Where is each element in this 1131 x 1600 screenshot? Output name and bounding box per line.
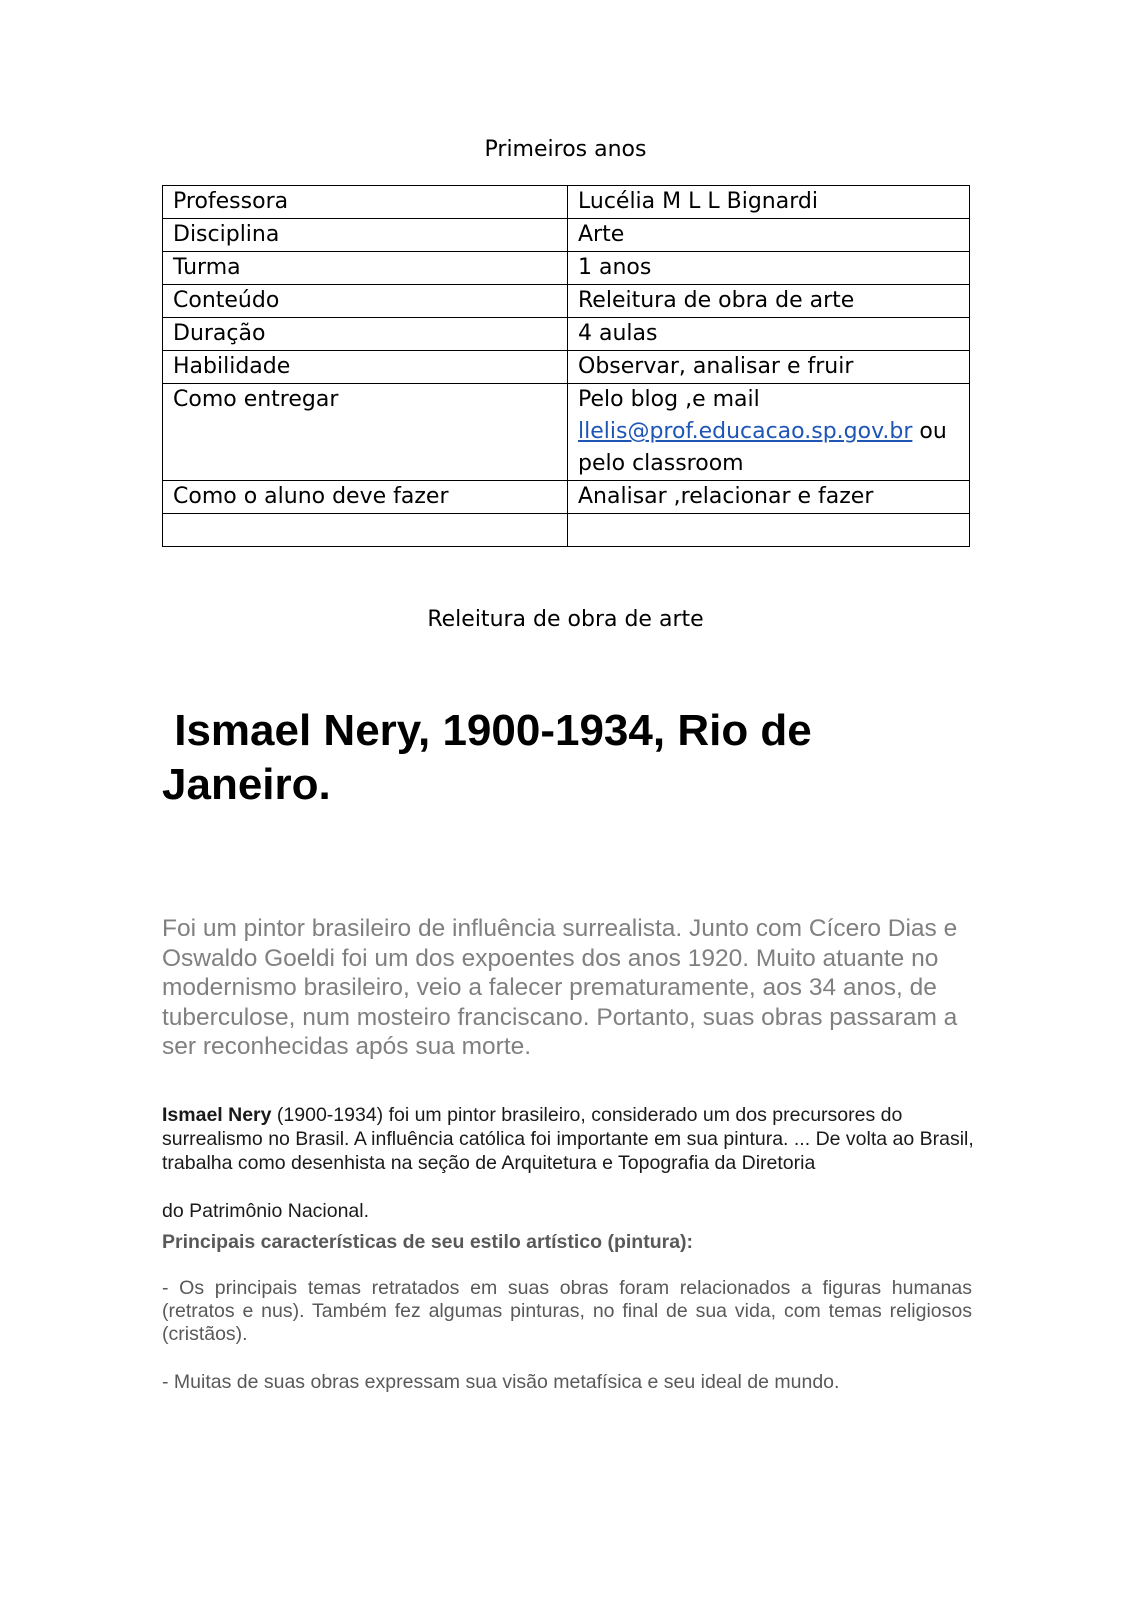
table-row — [163, 186, 970, 219]
info-table — [162, 185, 970, 547]
table-row — [163, 252, 970, 285]
characteristics-title: Principais características de seu estilo artístico (pintura): — [162, 1231, 694, 1253]
row-value: Arte — [568, 219, 970, 252]
row-label: Duração — [163, 318, 568, 351]
bio-text: (1900-1934) foi um pintor brasileiro, considerado um dos precursores do surrealismo no Brasil. A influência católica foi importante em sua pintura. ... De volta ao Brasil, trabalha como desenhista na seção de Arquitetura e Topografia da Diretoria — [162, 1104, 974, 1174]
bio-name: Ismael Nery — [162, 1104, 272, 1126]
section-title: Releitura de obra de arte — [427, 607, 704, 632]
table-row — [163, 481, 970, 514]
row-value: Lucélia M L L Bignardi — [568, 186, 970, 219]
email-suffix: ou — [912, 419, 947, 444]
table-row-empty — [163, 514, 970, 547]
table-row-delivery — [163, 384, 970, 481]
row-label: Disciplina — [163, 219, 568, 252]
delivery-line: pelo classroom — [578, 451, 744, 476]
delivery-email-line — [578, 416, 959, 448]
empty-cell — [163, 514, 568, 547]
row-value: Analisar ,relacionar e fazer — [568, 481, 970, 514]
table-row — [163, 285, 970, 318]
delivery-line: Pelo blog ,e mail — [578, 387, 760, 412]
row-label: Conteúdo — [163, 285, 568, 318]
row-value: Releitura de obra de arte — [568, 285, 970, 318]
row-label: Habilidade — [163, 351, 568, 384]
empty-cell — [568, 514, 970, 547]
table-row — [163, 219, 970, 252]
table-row — [163, 318, 970, 351]
characteristic-item: - Muitas de suas obras expressam sua visão metafísica e seu ideal de mundo. — [162, 1371, 840, 1393]
delivery-value — [568, 384, 970, 481]
artist-heading — [162, 704, 962, 812]
bio-paragraph — [162, 1103, 977, 1175]
heading-line: Ismael Nery, 1900-1934, Rio de — [162, 706, 812, 755]
bio-tail: do Patrimônio Nacional. — [162, 1200, 370, 1222]
characteristic-item: - Os principais temas retratados em suas obras foram relacionados a figuras humanas (retratos e nus). Também fez algumas pinturas, no final de sua vida, com temas religiosos (cristãos). — [162, 1277, 972, 1345]
page-title: Primeiros anos — [484, 137, 647, 162]
row-label: Turma — [163, 252, 568, 285]
row-value: Observar, analisar e fruir — [568, 351, 970, 384]
row-label: Como entregar — [163, 384, 568, 481]
row-value: 1 anos — [568, 252, 970, 285]
heading-line: Janeiro. — [162, 760, 331, 809]
row-label: Como o aluno deve fazer — [163, 481, 568, 514]
row-value: 4 aulas — [568, 318, 970, 351]
email-link[interactable]: llelis@prof.educacao.sp.gov.br — [578, 419, 913, 444]
table-row — [163, 351, 970, 384]
intro-paragraph: Foi um pintor brasileiro de influência surrealista. Junto com Cícero Dias e Oswaldo Goeldi foi um dos expoentes dos anos 1920. Muito atuante no modernismo brasileiro, veio a falecer prematuramente, aos 34 anos, de tuberculose, num mosteiro franciscano. Portanto, suas obras passaram a ser reconhecidas após sua morte. — [162, 915, 958, 1060]
row-label: Professora — [163, 186, 568, 219]
